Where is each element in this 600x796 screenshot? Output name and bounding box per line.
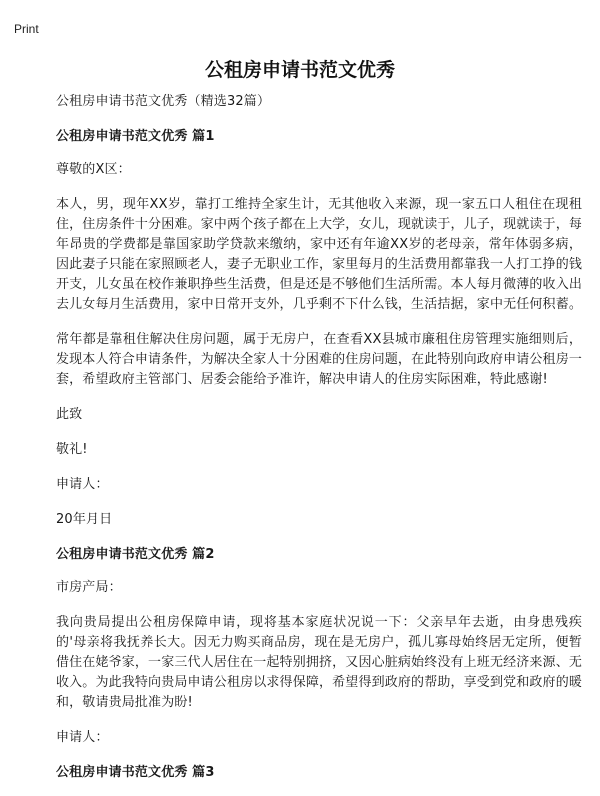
- closing-line-1: 此致: [56, 407, 83, 422]
- document-content: [56, 92, 582, 796]
- section-heading-2: 公租房申请书范文优秀 篇2: [56, 547, 215, 562]
- document-subtitle: 公租房申请书范文优秀（精选32篇）: [56, 94, 271, 109]
- applicant-line-1: 申请人：: [56, 477, 109, 492]
- date-line-1: 20年月日: [56, 512, 113, 527]
- section-heading-3: 公租房申请书范文优秀 篇3: [56, 765, 215, 780]
- paragraph-2-1: 我向贵局提出公租房保障申请，现将基本家庭状况说一下：父亲早年去逝，由身患残疾的'母亲将我抚养长大。因无力购买商品房，现在是无房户，孤儿寡母始终居无定所，便暂借住在姥爷家，一家三代人居住在一起特别拥挤，又因心脏病始终没有上班无经济来源、无收入。为此我特向贵局申请公租房以求得保障，希望得到政府的帮助，享受到党和政府的暖和，敬请贵局批准为盼!: [56, 615, 583, 710]
- salutation-2: 市房产局：: [56, 580, 122, 595]
- print-label[interactable]: Print: [14, 22, 39, 36]
- salutation-1: 尊敬的X区：: [56, 162, 131, 177]
- closing-line-2: 敬礼!: [56, 442, 88, 457]
- paragraph-1-1: 本人，男，现年XX岁，靠打工维持全家生计，无其他收入来源，现一家五口人租住在现租住，住房条件十分困难。家中两个孩子都在上大学，女儿，现就读于，儿子，现就读于，每年昂贵的学费都是靠国家助学贷款来缴纳，家中还有年逾XX岁的老母亲，常年体弱多病，因此妻子只能在家照顾老人，妻子无职业工作，家里每月的生活费用都靠我一人打工挣的钱开支，儿女虽在校作兼职挣些生活费，但是还是不够他们生活所需。本人每月微薄的收入出去儿女每月生活费用，家中日常开支外，几乎剩不下什么钱，生活拮据，家中无任何积蓄。: [56, 197, 583, 312]
- paragraph-1-2: 常年都是靠租住解决住房问题，属于无房户，在查看XX县城市廉租住房管理实施细则后，发现本人符合申请条件，为解决全家人十分困难的住房问题，在此特别向政府申请公租房一套，希望政府主管部门、居委会能给予准许，解决申请人的住房实际困难，特此感谢!: [56, 332, 583, 387]
- section-heading-1: 公租房申请书范文优秀 篇1: [56, 129, 215, 144]
- applicant-line-2: 申请人：: [56, 730, 109, 745]
- page-title: 公租房申请书范文优秀: [204, 59, 395, 81]
